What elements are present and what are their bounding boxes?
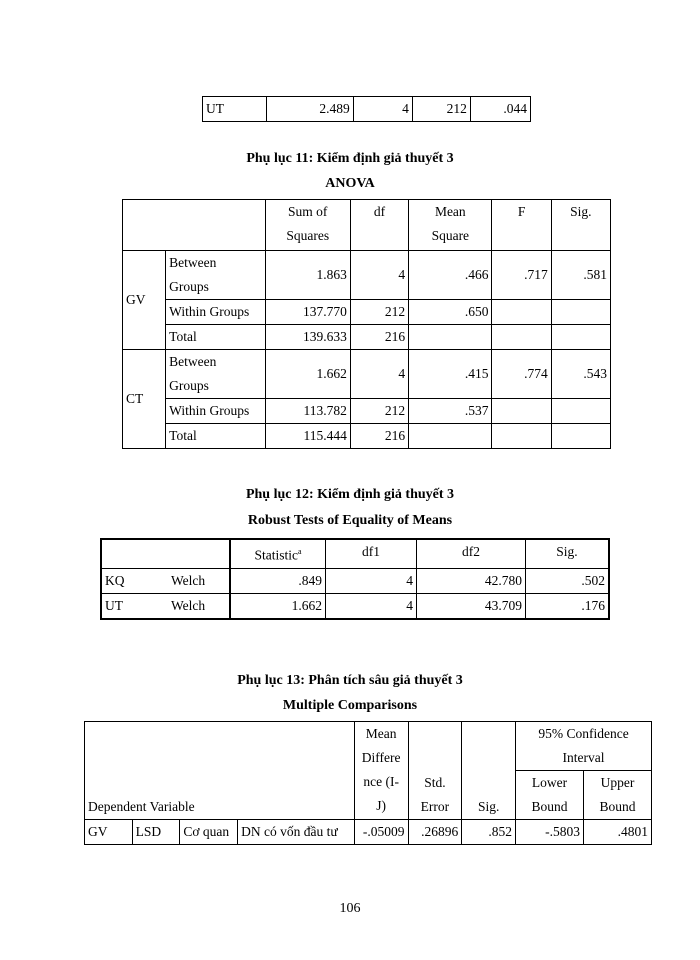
- header-df2: df2: [417, 539, 526, 568]
- cell-value: .650: [409, 300, 492, 325]
- table-row: [101, 568, 609, 593]
- empty-cell: [551, 325, 610, 350]
- empty-cell: [551, 300, 610, 325]
- header-lower-bound: Lower Bound: [516, 771, 584, 820]
- cell-label: Welch: [168, 568, 230, 593]
- table-row: [101, 593, 609, 619]
- table-header-row: [123, 200, 611, 251]
- cell-value: .717: [492, 251, 551, 300]
- cell-value: 115.444: [265, 424, 350, 449]
- cell-value: 4: [326, 593, 417, 619]
- table-row: [123, 251, 611, 300]
- table-row: [85, 820, 652, 845]
- cell-value: .466: [409, 251, 492, 300]
- header-upper-bound: Upper Bound: [584, 771, 652, 820]
- empty-cell: [551, 399, 610, 424]
- group-label: GV: [123, 251, 166, 350]
- header-sig: Sig.: [526, 539, 610, 568]
- header-df: df: [350, 200, 408, 251]
- cell-value: 212: [350, 300, 408, 325]
- robust-tests-table: [100, 538, 610, 620]
- table-row: [123, 399, 611, 424]
- table-row: [123, 300, 611, 325]
- cell-value: 43.709: [417, 593, 526, 619]
- table-row: [123, 350, 611, 399]
- cell-value: -.05009: [354, 820, 408, 845]
- cell-value: .774: [492, 350, 551, 399]
- row-label: Within Groups: [166, 300, 265, 325]
- blank-header-cell: [101, 539, 230, 568]
- cell-value: .415: [409, 350, 492, 399]
- cell-label: GV: [85, 820, 133, 845]
- cell-value: 212: [350, 399, 408, 424]
- cell-label: LSD: [132, 820, 180, 845]
- row-label: Between Groups: [166, 350, 265, 399]
- cell-label: UT: [203, 97, 267, 122]
- cell-value: 216: [350, 325, 408, 350]
- table-continuation: [202, 96, 531, 122]
- header-df1: df1: [326, 539, 417, 568]
- cell-value: 4: [326, 568, 417, 593]
- table-header-row: [85, 722, 652, 771]
- cell-value: 4: [350, 251, 408, 300]
- header-f: F: [492, 200, 551, 251]
- cell-value: -.5803: [516, 820, 584, 845]
- table-header-row: [101, 539, 609, 568]
- row-label: Total: [166, 424, 265, 449]
- cell-label: Cơ quan: [180, 820, 238, 845]
- header-statistic: Statistic$^a$: [230, 539, 326, 568]
- cell-value: .581: [551, 251, 610, 300]
- header-dependent-variable: Dependent Variable: [85, 722, 355, 820]
- cell-value: .543: [551, 350, 610, 399]
- empty-cell: [409, 325, 492, 350]
- header-mean-difference: Mean Differe nce (I- J): [354, 722, 408, 820]
- header-sig: Sig.: [551, 200, 610, 251]
- header-confidence-interval: 95% Confidence Interval: [516, 722, 652, 771]
- empty-cell: [492, 399, 551, 424]
- cell-label: DN có vốn đầu tư: [238, 820, 355, 845]
- cell-value: .502: [526, 568, 610, 593]
- row-label: Between Groups: [166, 251, 265, 300]
- anova-title: ANOVA: [325, 176, 375, 191]
- blank-header-cell: [123, 200, 266, 251]
- cell-value: .044: [470, 97, 530, 122]
- multiple-comparisons-title: Multiple Comparisons: [282, 698, 418, 713]
- table-row: [123, 325, 611, 350]
- cell-value: 4: [350, 350, 408, 399]
- empty-cell: [492, 300, 551, 325]
- anova-table: [122, 199, 611, 449]
- cell-value: 1.863: [265, 251, 350, 300]
- empty-cell: [551, 424, 610, 449]
- cell-value: 4: [353, 97, 412, 122]
- cell-value: 42.780: [417, 568, 526, 593]
- empty-cell: [409, 424, 492, 449]
- header-mean-square: Mean Square: [409, 200, 492, 251]
- cell-value: .849: [230, 568, 326, 593]
- table-row: [123, 424, 611, 449]
- header-std-error: Std. Error: [408, 722, 462, 820]
- page-number: 106: [339, 901, 361, 916]
- cell-value: .4801: [584, 820, 652, 845]
- row-label: Within Groups: [166, 399, 265, 424]
- cell-label: KQ: [101, 568, 168, 593]
- robust-tests-title: Robust Tests of Equality of Means: [247, 513, 453, 528]
- appendix13-heading: Phụ lục 13: Phân tích sâu giả thuyết 3: [237, 673, 463, 688]
- cell-value: .26896: [408, 820, 462, 845]
- table-row: [203, 97, 531, 122]
- empty-cell: [492, 424, 551, 449]
- cell-value: 1.662: [265, 350, 350, 399]
- cell-value: .176: [526, 593, 610, 619]
- cell-label: Welch: [168, 593, 230, 619]
- appendix11-heading: Phụ lục 11: Kiểm định giả thuyết 3: [246, 151, 454, 166]
- row-label: Total: [166, 325, 265, 350]
- cell-value: .537: [409, 399, 492, 424]
- cell-value: 113.782: [265, 399, 350, 424]
- cell-value: 139.633: [265, 325, 350, 350]
- group-label: CT: [123, 350, 166, 449]
- cell-value: 216: [350, 424, 408, 449]
- appendix12-heading: Phụ lục 12: Kiểm định giả thuyết 3: [245, 487, 455, 502]
- cell-value: 137.770: [265, 300, 350, 325]
- cell-value: 2.489: [267, 97, 354, 122]
- cell-value: 1.662: [230, 593, 326, 619]
- cell-value: 212: [412, 97, 470, 122]
- header-sig: Sig.: [462, 722, 516, 820]
- cell-label: UT: [101, 593, 168, 619]
- cell-value: .852: [462, 820, 516, 845]
- empty-cell: [492, 325, 551, 350]
- multiple-comparisons-table: [84, 721, 652, 845]
- header-sum-of-squares: Sum of Squares: [265, 200, 350, 251]
